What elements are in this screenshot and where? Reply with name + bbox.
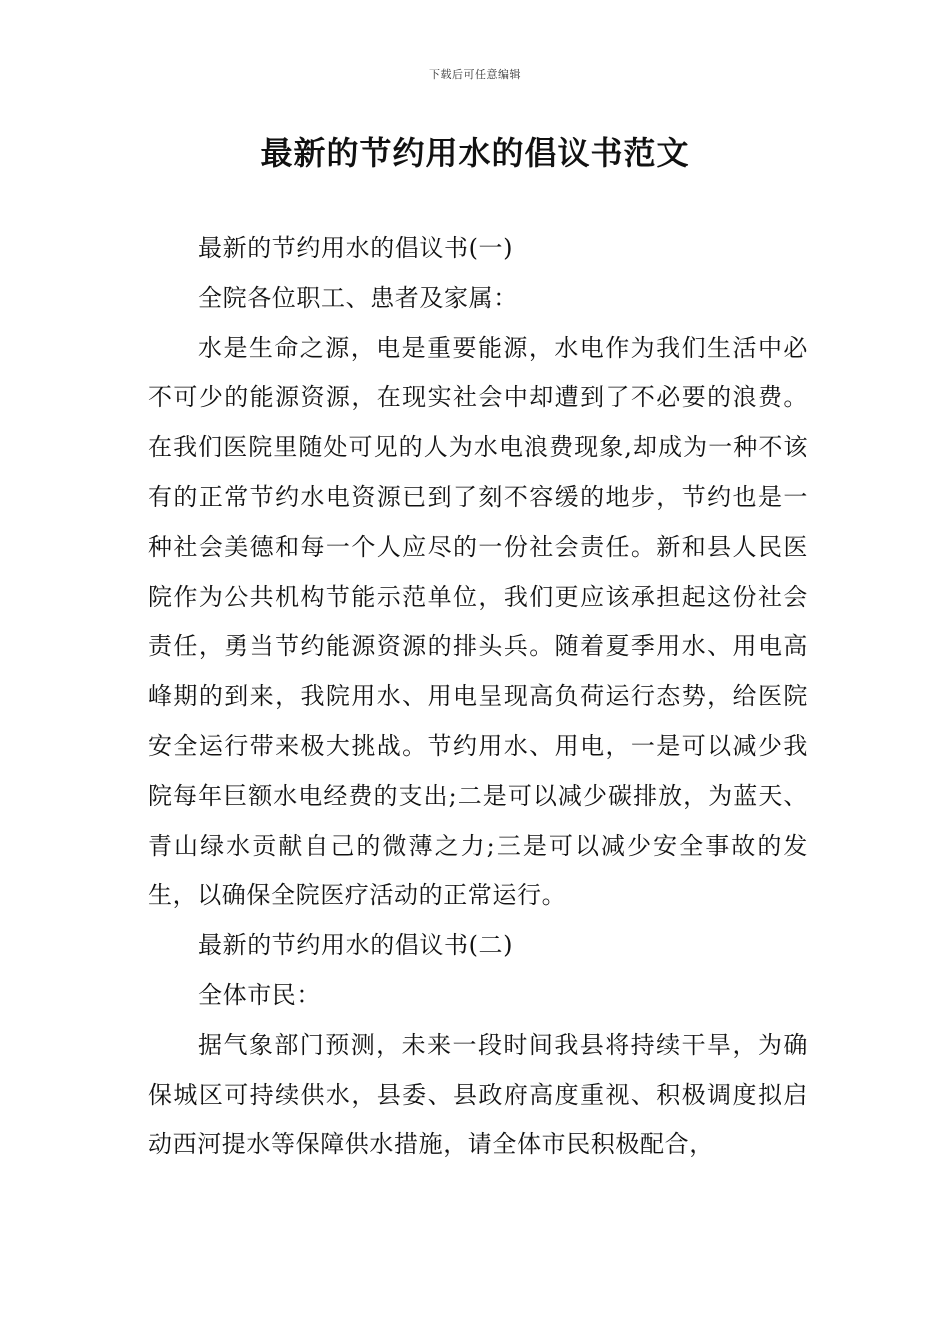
document-title: 最新的节约用水的倡议书范文	[260, 134, 690, 172]
section-heading-one: 最新的节约用水的倡议书(一)	[198, 234, 514, 262]
section-heading-two: 最新的节约用水的倡议书(二)	[198, 931, 514, 960]
body-paragraph-one: 水是生命之源，电是重要能源，水电作为我们生活中必不可少的能源资源，在现实社会中却遭到了不必要的浪费。在我们医院里随处可见的人为水电浪费现象,却成为一种不该有的正常节约水电资源已到了刻不容缓的地步，节约也是一种社会美德和每一个人应尽的一份社会责任。新和县人民医院作为公共机构节能示范单位，我们更应该承担起这份社会责任，勇当节约能源资源的排头兵。随着夏季用水、用电高峰期的到来，我院用水、用电呈现高负荷运行态势，给医院安全运行带来极大挑战。节约用水、用电，一是可以减少我院每年巨额水电经费的支出;二是可以减少碳排放，为蓝天、青山绿水贡献自己的微薄之力;三是可以减少安全事故的发生，以确保全院医疗活动的正常运行。	[148, 333, 808, 910]
document-body	[148, 224, 808, 1170]
body-paragraph-two: 据气象部门预测，未来一段时间我县将持续干旱，为确保城区可持续供水，县委、县政府高度重视、积极调度拟启动西河提水等保障供水措施，请全体市民积极配合，	[148, 1030, 808, 1159]
salutation-two: 全体市民：	[198, 980, 321, 1009]
header-note: 下载后可任意编辑	[429, 68, 521, 81]
salutation-one: 全院各位职工、患者及家属：	[198, 283, 518, 312]
